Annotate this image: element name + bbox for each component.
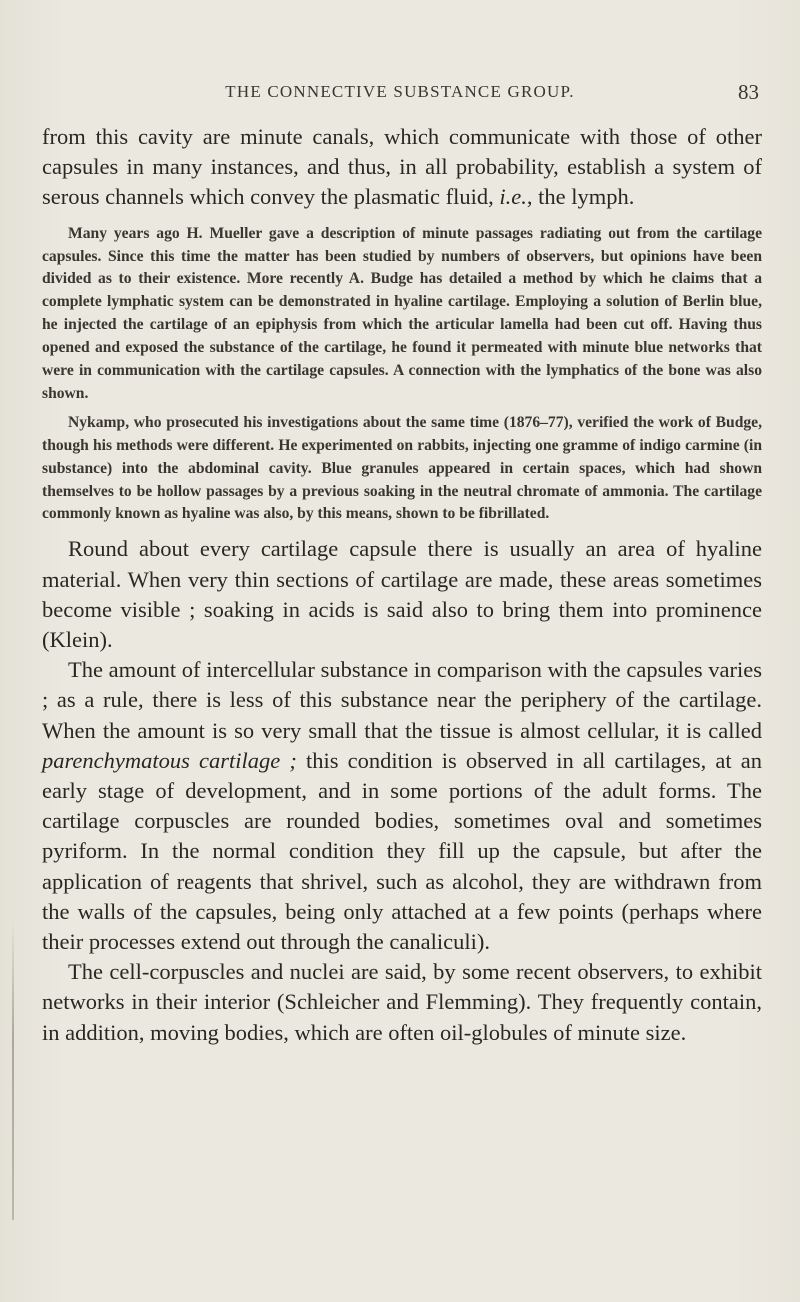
paragraph-cell-corpuscles: The cell-corpuscles and nuclei are said, by some recent observers, to exhibit networks in their interior (Schleicher and Flemming). They frequently contain, in addition, moving bodies, which are often oil-globules of minute size. <box>42 959 762 1045</box>
page-header <box>40 82 760 110</box>
paragraph-text-continued: this condition is observed in all cartilages, at an early stage of development, and in some portions of the adult forms. The cartilage corpuscles are rounded bodies, sometimes oval and sometimes pyriform. In the normal condition they fill up the capsule, but after the application of reagents that shrivel, such as alcohol, they are withdrawn from the walls of the capsules, being only attached at a few points (perhaps where their processes extend out through the canaliculi). <box>42 747 762 955</box>
paragraph-text: The amount of intercellular substance in comparison with the capsules varies ; as a rule, there is less of this substance near the periphery of the cartilage. When the amount is so very small that the tissue is almost cellular, it is called <box>42 657 762 743</box>
page-edge-shadow <box>12 920 14 1220</box>
term-parenchymatous-cartilage: parenchymatous cartilage ; <box>42 747 297 773</box>
running-head: THE CONNECTIVE SUBSTANCE GROUP. <box>225 82 575 101</box>
small-print-note-nykamp: Nykamp, who prosecuted his investigations about the same time (1876–77), verified the work of Budge, though his methods were different. He experimented on rabbits, injecting one gramme of indigo carmine (in substance) into the abdominal cavity. Blue granules appeared in certain spaces, which had shown themselves to be hollow passages by a previous soaking in the neutral chromate of ammonia. The cartilage commonly known as hyaline was also, by this means, shown to be fibrillated. <box>42 413 762 523</box>
page-number: 83 <box>738 80 759 104</box>
small-print-note-mueller-budge: Many years ago H. Mueller gave a description of minute passages radiating out from the cartilage capsules. Since this time the matter has been studied by numbers of observers, but opinions have been divided as to their existence. More recently A. Budge has detailed a method by which he claims that a complete lymphatic system can be demonstrated in hyaline cartilage. Employing a solution of Berlin blue, he injected the cartilage of an epiphysis from which the articular lamella had been cut off. Having thus opened and exposed the substance of the cartilage, he found it permeated with minute blue networks that were in communication with the cartilage capsules. A connection with the lymphatics of the bone was also shown. <box>42 224 762 402</box>
paragraph-continuation <box>42 122 762 213</box>
abbreviation-ie: i.e. <box>499 184 527 210</box>
paragraph-text: from this cavity are minute canals, which communicate with those of other capsules in many instances, and thus, in all probability, establish a system of serous channels which convey the plasmatic fluid, <box>42 124 762 210</box>
page-content <box>42 122 762 1048</box>
paragraph-intercellular-substance <box>42 655 762 957</box>
paragraph-text-end: , the lymph. <box>526 184 635 210</box>
paragraph-hyaline-area: Round about every cartilage capsule there is usually an area of hyaline material. When very thin sections of cartilage are made, these areas sometimes become visible ; soaking in acids is said also to bring them into prominence (Klein). <box>42 536 762 652</box>
